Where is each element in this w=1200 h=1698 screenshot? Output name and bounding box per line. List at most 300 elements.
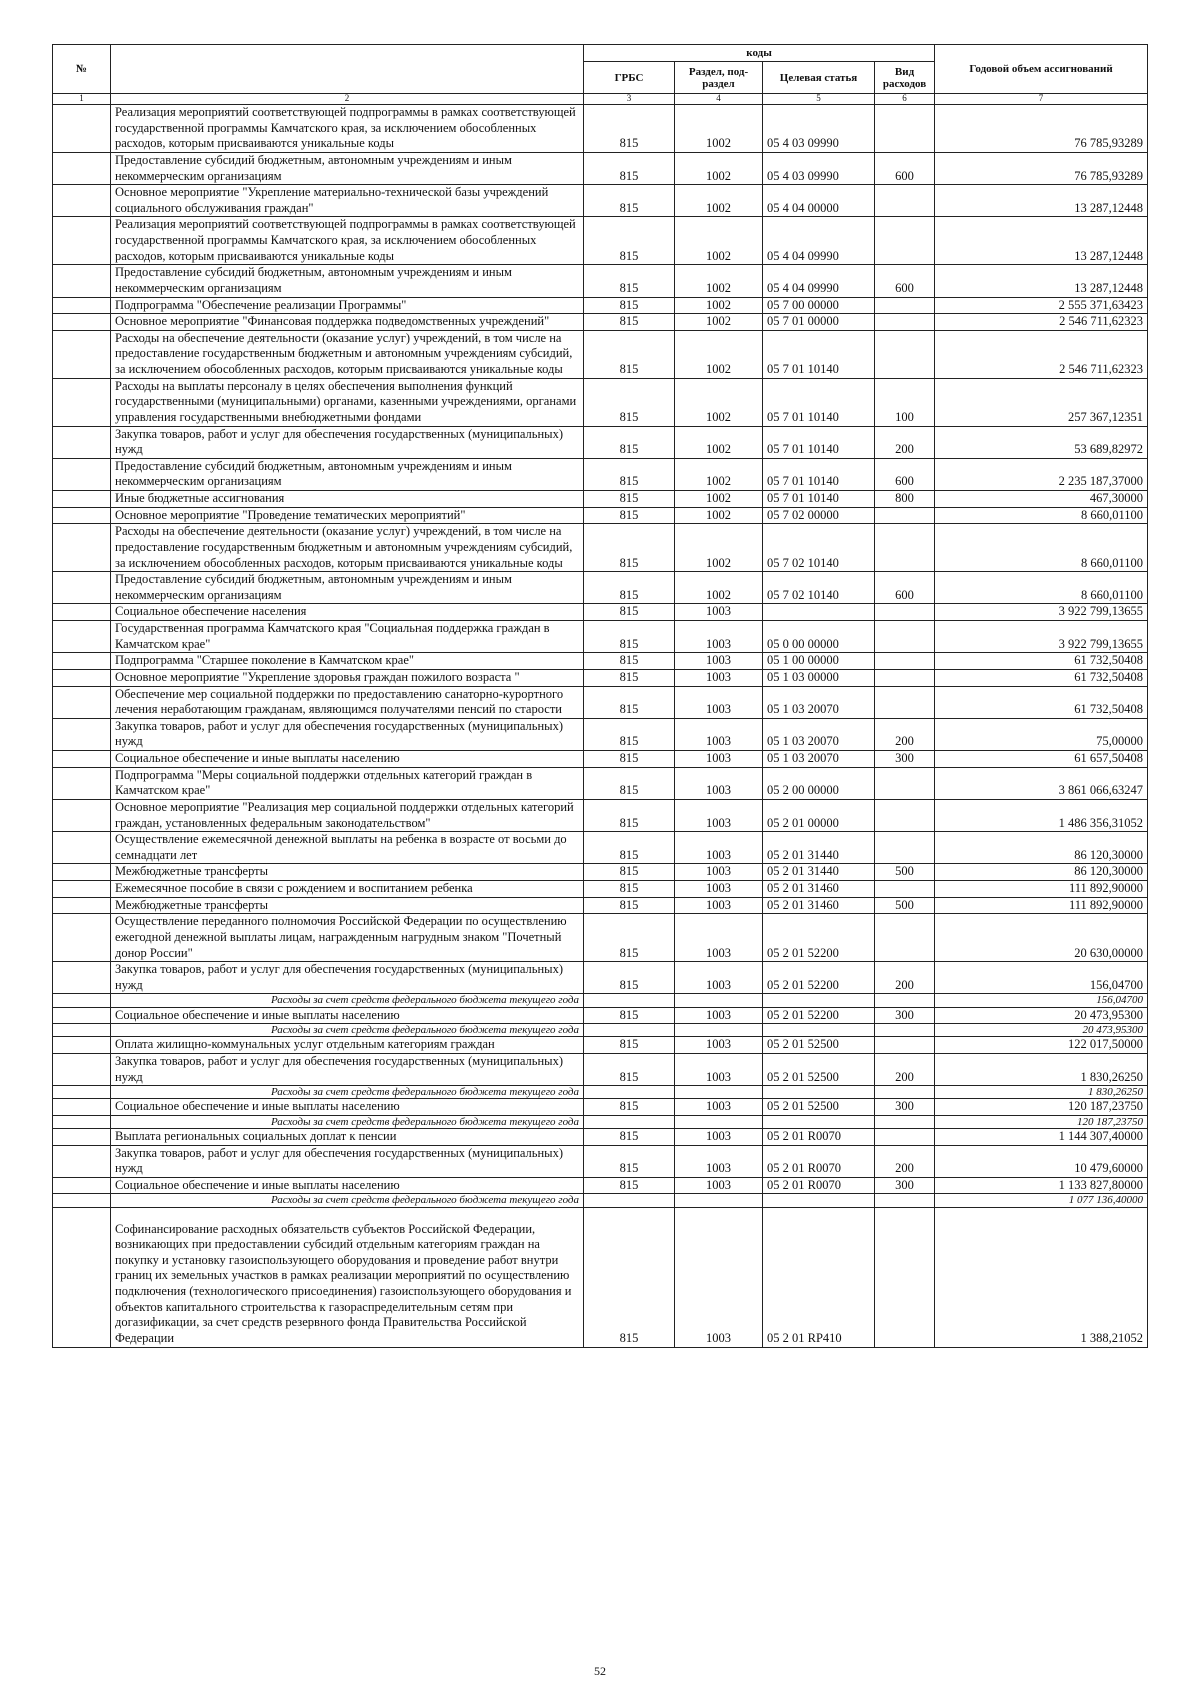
- row-expense-type-cell: [875, 507, 935, 524]
- row-grbs-cell: 815: [584, 1177, 675, 1194]
- row-razdel-cell: 1002: [675, 265, 763, 297]
- row-grbs-cell: 815: [584, 962, 675, 994]
- row-razdel-cell: 1002: [675, 152, 763, 184]
- row-expense-type-cell: [875, 1128, 935, 1145]
- row-target-article-cell: 05 1 03 00000: [763, 669, 875, 686]
- header-grbs: ГРБС: [584, 62, 675, 94]
- row-expense-type-cell: 800: [875, 491, 935, 508]
- row-amount-cell: 53 689,82972: [935, 426, 1148, 458]
- row-amount-cell: 2 546 711,62323: [935, 330, 1148, 378]
- row-expense-type-cell: 300: [875, 1007, 935, 1024]
- row-amount-cell: 257 367,12351: [935, 378, 1148, 426]
- row-target-article-cell: 05 7 01 00000: [763, 314, 875, 331]
- row-number-cell: [53, 1024, 111, 1037]
- row-amount-cell: 20 473,95300: [935, 1007, 1148, 1024]
- row-expense-type-cell: [875, 524, 935, 572]
- row-expense-type-cell: [875, 669, 935, 686]
- row-grbs-cell: 815: [584, 864, 675, 881]
- header-name: [111, 45, 584, 94]
- row-expense-type-cell: 200: [875, 1145, 935, 1177]
- row-razdel-cell: 1002: [675, 524, 763, 572]
- row-target-article-cell: 05 1 00 00000: [763, 653, 875, 670]
- row-amount-cell: 8 660,01100: [935, 572, 1148, 604]
- row-target-article-cell: [763, 604, 875, 621]
- row-number-cell: [53, 1099, 111, 1116]
- table-row: [53, 105, 1148, 153]
- row-grbs-cell: 815: [584, 604, 675, 621]
- row-razdel-cell: 1003: [675, 1207, 763, 1347]
- row-expense-type-cell: [875, 799, 935, 831]
- row-amount-cell: 3 861 066,63247: [935, 767, 1148, 799]
- column-numbers-row: [53, 94, 1148, 105]
- row-expense-type-cell: 600: [875, 265, 935, 297]
- row-target-article-cell: 05 1 03 20070: [763, 686, 875, 718]
- row-name-cell: Осуществление переданного полномочия Российской Федерации по осуществлению ежегодной денежной выплаты лицам, награжденным нагрудным знаком "Почетный донор России": [111, 914, 584, 962]
- row-grbs-cell: 815: [584, 1128, 675, 1145]
- row-razdel-cell: 1003: [675, 1053, 763, 1085]
- row-razdel-cell: 1003: [675, 1037, 763, 1054]
- row-target-article-cell: 05 1 03 20070: [763, 751, 875, 768]
- row-amount-cell: 76 785,93289: [935, 105, 1148, 153]
- row-expense-type-cell: [875, 994, 935, 1007]
- row-number-cell: [53, 426, 111, 458]
- table-row: [53, 604, 1148, 621]
- row-grbs-cell: 815: [584, 669, 675, 686]
- row-name-cell: Подпрограмма "Меры социальной поддержки отдельных категорий граждан в Камчатском крае": [111, 767, 584, 799]
- table-row: [53, 799, 1148, 831]
- row-razdel-cell: 1003: [675, 1128, 763, 1145]
- row-expense-type-cell: [875, 330, 935, 378]
- row-name-cell: Закупка товаров, работ и услуг для обеспечения государственных (муниципальных) нужд: [111, 718, 584, 750]
- row-grbs-cell: 815: [584, 1099, 675, 1116]
- row-name-cell: Социальное обеспечение населения: [111, 604, 584, 621]
- row-expense-type-cell: [875, 185, 935, 217]
- table-row: [53, 491, 1148, 508]
- table-row: [53, 718, 1148, 750]
- row-amount-cell: 86 120,30000: [935, 832, 1148, 864]
- row-number-cell: [53, 1115, 111, 1128]
- row-name-cell: Закупка товаров, работ и услуг для обеспечения государственных (муниципальных) нужд: [111, 962, 584, 994]
- row-number-cell: [53, 1007, 111, 1024]
- row-razdel-cell: 1002: [675, 426, 763, 458]
- row-target-article-cell: 05 7 01 10140: [763, 458, 875, 490]
- row-amount-cell: 2 555 371,63423: [935, 297, 1148, 314]
- row-number-cell: [53, 297, 111, 314]
- row-amount-cell: 3 922 799,13655: [935, 621, 1148, 653]
- row-grbs-cell: 815: [584, 491, 675, 508]
- table-header: [53, 45, 1148, 105]
- table-row: [53, 832, 1148, 864]
- row-amount-cell: 13 287,12448: [935, 217, 1148, 265]
- row-expense-type-cell: [875, 621, 935, 653]
- row-amount-cell: 20 473,95300: [935, 1024, 1148, 1037]
- table-row: [53, 1053, 1148, 1085]
- row-name-cell: Социальное обеспечение и иные выплаты населению: [111, 751, 584, 768]
- row-expense-type-cell: [875, 767, 935, 799]
- row-grbs-cell: 815: [584, 881, 675, 898]
- table-row: [53, 669, 1148, 686]
- row-target-article-cell: 05 7 02 10140: [763, 524, 875, 572]
- row-target-article-cell: 05 2 01 31440: [763, 832, 875, 864]
- table-row: [53, 897, 1148, 914]
- row-razdel-cell: [675, 994, 763, 1007]
- row-razdel-cell: 1002: [675, 217, 763, 265]
- row-number-cell: [53, 799, 111, 831]
- row-grbs-cell: 815: [584, 832, 675, 864]
- row-razdel-cell: 1002: [675, 185, 763, 217]
- row-number-cell: [53, 864, 111, 881]
- column-number: 6: [875, 94, 935, 105]
- row-razdel-cell: 1003: [675, 686, 763, 718]
- row-razdel-cell: 1003: [675, 962, 763, 994]
- row-name-cell: Предоставление субсидий бюджетным, автономным учреждениям и иным некоммерческим организациям: [111, 265, 584, 297]
- row-name-cell: Расходы за счет средств федерального бюджета текущего года: [111, 1194, 584, 1207]
- table-row: [53, 767, 1148, 799]
- row-expense-type-cell: [875, 686, 935, 718]
- row-target-article-cell: 05 7 01 10140: [763, 426, 875, 458]
- row-number-cell: [53, 897, 111, 914]
- row-target-article-cell: [763, 994, 875, 1007]
- row-expense-type-cell: 200: [875, 426, 935, 458]
- row-number-cell: [53, 572, 111, 604]
- row-razdel-cell: 1003: [675, 718, 763, 750]
- row-number-cell: [53, 1128, 111, 1145]
- row-amount-cell: 120 187,23750: [935, 1099, 1148, 1116]
- row-number-cell: [53, 1207, 111, 1347]
- row-amount-cell: 2 235 187,37000: [935, 458, 1148, 490]
- header-target-article: Целевая статья: [763, 62, 875, 94]
- row-razdel-cell: 1003: [675, 1007, 763, 1024]
- row-name-cell: Расходы на обеспечение деятельности (оказание услуг) учреждений, в том числе на предоставление государственным бюджетным и автономным учреждениям субсидий, за исключением обособленных расходов, которым присваиваются уникальные коды: [111, 330, 584, 378]
- row-name-cell: Основное мероприятие "Укрепление материально-технической базы учреждений социального обслуживания граждан": [111, 185, 584, 217]
- row-target-article-cell: 05 7 02 10140: [763, 572, 875, 604]
- row-grbs-cell: 815: [584, 105, 675, 153]
- header-amount: Годовой объем ассигнований: [935, 45, 1148, 94]
- row-razdel-cell: [675, 1086, 763, 1099]
- row-razdel-cell: 1003: [675, 1145, 763, 1177]
- column-number: 7: [935, 94, 1148, 105]
- row-grbs-cell: [584, 1115, 675, 1128]
- row-target-article-cell: 05 7 00 00000: [763, 297, 875, 314]
- row-name-cell: Межбюджетные трансферты: [111, 864, 584, 881]
- row-expense-type-cell: 100: [875, 378, 935, 426]
- row-number-cell: [53, 604, 111, 621]
- row-amount-cell: 156,04700: [935, 962, 1148, 994]
- row-grbs-cell: 815: [584, 767, 675, 799]
- table-row: [53, 426, 1148, 458]
- row-grbs-cell: 815: [584, 1145, 675, 1177]
- row-number-cell: [53, 621, 111, 653]
- row-amount-cell: 1 144 307,40000: [935, 1128, 1148, 1145]
- table-row: [53, 152, 1148, 184]
- row-razdel-cell: 1003: [675, 881, 763, 898]
- row-razdel-cell: [675, 1194, 763, 1207]
- row-amount-cell: 1 830,26250: [935, 1053, 1148, 1085]
- row-expense-type-cell: [875, 105, 935, 153]
- table-row: [53, 314, 1148, 331]
- row-amount-cell: 61 732,50408: [935, 653, 1148, 670]
- row-target-article-cell: [763, 1115, 875, 1128]
- row-number-cell: [53, 767, 111, 799]
- row-number-cell: [53, 718, 111, 750]
- row-grbs-cell: 815: [584, 378, 675, 426]
- row-target-article-cell: 05 2 01 R0070: [763, 1128, 875, 1145]
- row-amount-cell: 1 486 356,31052: [935, 799, 1148, 831]
- row-number-cell: [53, 914, 111, 962]
- row-grbs-cell: 815: [584, 330, 675, 378]
- row-target-article-cell: 05 2 00 00000: [763, 767, 875, 799]
- row-number-cell: [53, 1145, 111, 1177]
- federal-budget-note-row: [53, 994, 1148, 1007]
- row-number-cell: [53, 152, 111, 184]
- row-name-cell: Реализация мероприятий соответствующей подпрограммы в рамках соответствующей государственной программы Камчатского края, за исключением обособленных расходов, которым присваиваются уникальные коды: [111, 217, 584, 265]
- row-number-cell: [53, 491, 111, 508]
- header-num: №: [53, 45, 111, 94]
- row-number-cell: [53, 1086, 111, 1099]
- row-expense-type-cell: 500: [875, 864, 935, 881]
- row-amount-cell: 20 630,00000: [935, 914, 1148, 962]
- row-number-cell: [53, 185, 111, 217]
- row-target-article-cell: 05 2 01 52200: [763, 914, 875, 962]
- row-expense-type-cell: 300: [875, 1177, 935, 1194]
- row-amount-cell: 10 479,60000: [935, 1145, 1148, 1177]
- row-razdel-cell: [675, 1024, 763, 1037]
- row-expense-type-cell: [875, 1207, 935, 1347]
- row-number-cell: [53, 1177, 111, 1194]
- row-grbs-cell: 815: [584, 751, 675, 768]
- row-name-cell: Предоставление субсидий бюджетным, автономным учреждениям и иным некоммерческим организациям: [111, 152, 584, 184]
- row-name-cell: Расходы за счет средств федерального бюджета текущего года: [111, 994, 584, 1007]
- row-razdel-cell: 1003: [675, 669, 763, 686]
- row-name-cell: Основное мероприятие "Укрепление здоровья граждан пожилого возраста ": [111, 669, 584, 686]
- column-number: 1: [53, 94, 111, 105]
- table-row: [53, 572, 1148, 604]
- row-name-cell: Государственная программа Камчатского края "Социальная поддержка граждан в Камчатском крае": [111, 621, 584, 653]
- row-target-article-cell: 05 4 04 09990: [763, 265, 875, 297]
- row-amount-cell: 156,04700: [935, 994, 1148, 1007]
- table-row: [53, 378, 1148, 426]
- table-row: [53, 1207, 1148, 1347]
- row-target-article-cell: 05 0 00 00000: [763, 621, 875, 653]
- row-target-article-cell: [763, 1194, 875, 1207]
- row-razdel-cell: 1003: [675, 864, 763, 881]
- table-row: [53, 653, 1148, 670]
- federal-budget-note-row: [53, 1086, 1148, 1099]
- row-grbs-cell: 815: [584, 653, 675, 670]
- table-row: [53, 265, 1148, 297]
- row-grbs-cell: 815: [584, 314, 675, 331]
- row-name-cell: Софинансирование расходных обязательств субъектов Российской Федерации, возникающих при предоставлении субсидий отдельным категориям граждан на покупку и установку газоиспользующего оборудования и проведение работ внутри границ их земельных участков в рамках реализации мероприятий по осуществлению подключения (технологического присоединения) газоиспользующего оборудования и объектов капитального строительства к газораспределительным сетям при догазификации, за счет средств резервного фонда Правительства Российской Федерации: [111, 1207, 584, 1347]
- row-target-article-cell: 05 2 01 52500: [763, 1053, 875, 1085]
- table-body: [53, 105, 1148, 1347]
- table-row: [53, 1099, 1148, 1116]
- row-razdel-cell: 1003: [675, 1177, 763, 1194]
- row-expense-type-cell: [875, 1086, 935, 1099]
- row-expense-type-cell: [875, 314, 935, 331]
- row-grbs-cell: [584, 1024, 675, 1037]
- header-codes: коды: [584, 45, 935, 62]
- row-expense-type-cell: [875, 832, 935, 864]
- federal-budget-note-row: [53, 1194, 1148, 1207]
- row-grbs-cell: 815: [584, 686, 675, 718]
- row-amount-cell: 13 287,12448: [935, 265, 1148, 297]
- row-grbs-cell: 815: [584, 572, 675, 604]
- row-amount-cell: 76 785,93289: [935, 152, 1148, 184]
- table-row: [53, 1037, 1148, 1054]
- row-amount-cell: 13 287,12448: [935, 185, 1148, 217]
- header-razdel: Раздел, под-раздел: [675, 62, 763, 94]
- row-expense-type-cell: [875, 653, 935, 670]
- row-number-cell: [53, 458, 111, 490]
- row-name-cell: Основное мероприятие "Реализация мер социальной поддержки отдельных категорий граждан, установленных федеральным законодательством": [111, 799, 584, 831]
- row-name-cell: Реализация мероприятий соответствующей подпрограммы в рамках соответствующей государственной программы Камчатского края, за исключением обособленных расходов, которым присваиваются уникальные коды: [111, 105, 584, 153]
- row-name-cell: Социальное обеспечение и иные выплаты населению: [111, 1177, 584, 1194]
- table-row: [53, 185, 1148, 217]
- row-number-cell: [53, 1053, 111, 1085]
- row-number-cell: [53, 314, 111, 331]
- row-target-article-cell: 05 2 01 RP410: [763, 1207, 875, 1347]
- row-expense-type-cell: [875, 604, 935, 621]
- row-amount-cell: 1 388,21052: [935, 1207, 1148, 1347]
- row-number-cell: [53, 832, 111, 864]
- row-number-cell: [53, 994, 111, 1007]
- row-name-cell: Расходы на выплаты персоналу в целях обеспечения выполнения функций государственными (муниципальными) органами, казенными учреждениями, органами управления государственными внебюджетными фондами: [111, 378, 584, 426]
- row-expense-type-cell: 300: [875, 751, 935, 768]
- column-number: 5: [763, 94, 875, 105]
- row-razdel-cell: 1002: [675, 572, 763, 604]
- row-amount-cell: 75,00000: [935, 718, 1148, 750]
- row-razdel-cell: 1002: [675, 378, 763, 426]
- row-expense-type-cell: 300: [875, 1099, 935, 1116]
- row-grbs-cell: 815: [584, 1037, 675, 1054]
- row-number-cell: [53, 1037, 111, 1054]
- row-expense-type-cell: 600: [875, 572, 935, 604]
- row-razdel-cell: 1002: [675, 105, 763, 153]
- row-razdel-cell: 1003: [675, 604, 763, 621]
- row-razdel-cell: 1003: [675, 653, 763, 670]
- row-name-cell: Подпрограмма "Обеспечение реализации Программы": [111, 297, 584, 314]
- row-name-cell: Закупка товаров, работ и услуг для обеспечения государственных (муниципальных) нужд: [111, 1145, 584, 1177]
- row-expense-type-cell: [875, 881, 935, 898]
- row-name-cell: Иные бюджетные ассигнования: [111, 491, 584, 508]
- row-expense-type-cell: [875, 1194, 935, 1207]
- table-row: [53, 1177, 1148, 1194]
- column-number: 4: [675, 94, 763, 105]
- row-name-cell: Расходы за счет средств федерального бюджета текущего года: [111, 1115, 584, 1128]
- row-target-article-cell: 05 2 01 52200: [763, 1007, 875, 1024]
- table-row: [53, 458, 1148, 490]
- row-amount-cell: 61 657,50408: [935, 751, 1148, 768]
- row-name-cell: Основное мероприятие "Финансовая поддержка подведомственных учреждений": [111, 314, 584, 331]
- row-grbs-cell: [584, 994, 675, 1007]
- row-target-article-cell: 05 2 01 R0070: [763, 1145, 875, 1177]
- row-expense-type-cell: 500: [875, 897, 935, 914]
- row-number-cell: [53, 507, 111, 524]
- row-razdel-cell: 1003: [675, 897, 763, 914]
- row-target-article-cell: 05 2 01 31460: [763, 897, 875, 914]
- row-amount-cell: 61 732,50408: [935, 686, 1148, 718]
- table-row: [53, 881, 1148, 898]
- row-name-cell: Расходы за счет средств федерального бюджета текущего года: [111, 1086, 584, 1099]
- row-razdel-cell: 1003: [675, 621, 763, 653]
- table-row: [53, 962, 1148, 994]
- row-expense-type-cell: [875, 914, 935, 962]
- row-target-article-cell: 05 2 01 00000: [763, 799, 875, 831]
- row-number-cell: [53, 330, 111, 378]
- row-expense-type-cell: [875, 1037, 935, 1054]
- row-name-cell: Осуществление ежемесячной денежной выплаты на ребенка в возрасте от восьми до семнадцати лет: [111, 832, 584, 864]
- row-number-cell: [53, 669, 111, 686]
- row-grbs-cell: 815: [584, 297, 675, 314]
- header-expense-type: Вид расходов: [875, 62, 935, 94]
- row-number-cell: [53, 1194, 111, 1207]
- federal-budget-note-row: [53, 1115, 1148, 1128]
- table-row: [53, 864, 1148, 881]
- table-row: [53, 1145, 1148, 1177]
- row-amount-cell: 86 120,30000: [935, 864, 1148, 881]
- row-expense-type-cell: 600: [875, 152, 935, 184]
- row-target-article-cell: 05 4 04 00000: [763, 185, 875, 217]
- row-razdel-cell: 1003: [675, 751, 763, 768]
- federal-budget-note-row: [53, 1024, 1148, 1037]
- row-target-article-cell: 05 7 01 10140: [763, 330, 875, 378]
- row-amount-cell: 1 133 827,80000: [935, 1177, 1148, 1194]
- row-number-cell: [53, 265, 111, 297]
- table-row: [53, 1007, 1148, 1024]
- row-grbs-cell: 815: [584, 458, 675, 490]
- row-name-cell: Социальное обеспечение и иные выплаты населению: [111, 1099, 584, 1116]
- row-amount-cell: 111 892,90000: [935, 897, 1148, 914]
- table-row: [53, 914, 1148, 962]
- row-razdel-cell: [675, 1115, 763, 1128]
- row-name-cell: Закупка товаров, работ и услуг для обеспечения государственных (муниципальных) нужд: [111, 1053, 584, 1085]
- table-row: [53, 686, 1148, 718]
- row-number-cell: [53, 105, 111, 153]
- row-name-cell: Расходы на обеспечение деятельности (оказание услуг) учреждений, в том числе на предоставление государственным бюджетным и автономным учреждениям субсидий, за исключением обособленных расходов, которым присваиваются уникальные коды: [111, 524, 584, 572]
- row-number-cell: [53, 653, 111, 670]
- row-name-cell: Основное мероприятие "Проведение тематических мероприятий": [111, 507, 584, 524]
- table-row: [53, 507, 1148, 524]
- row-name-cell: Обеспечение мер социальной поддержки по предоставлению санаторно-курортного лечения неработающим гражданам, являющимся получателями пенсий по старости: [111, 686, 584, 718]
- row-grbs-cell: 815: [584, 621, 675, 653]
- row-grbs-cell: 815: [584, 1207, 675, 1347]
- row-razdel-cell: 1002: [675, 458, 763, 490]
- row-amount-cell: 8 660,01100: [935, 507, 1148, 524]
- row-target-article-cell: 05 2 01 52500: [763, 1099, 875, 1116]
- row-grbs-cell: 815: [584, 914, 675, 962]
- row-razdel-cell: 1003: [675, 767, 763, 799]
- row-amount-cell: 122 017,50000: [935, 1037, 1148, 1054]
- row-name-cell: Межбюджетные трансферты: [111, 897, 584, 914]
- row-amount-cell: 1 077 136,40000: [935, 1194, 1148, 1207]
- row-grbs-cell: 815: [584, 426, 675, 458]
- table-row: [53, 330, 1148, 378]
- row-razdel-cell: 1002: [675, 297, 763, 314]
- row-number-cell: [53, 378, 111, 426]
- row-grbs-cell: 815: [584, 507, 675, 524]
- page-number: 52: [594, 1664, 606, 1678]
- row-name-cell: Оплата жилищно-коммунальных услуг отдельным категориям граждан: [111, 1037, 584, 1054]
- row-name-cell: Подпрограмма "Старшее поколение в Камчатском крае": [111, 653, 584, 670]
- row-grbs-cell: 815: [584, 1053, 675, 1085]
- row-grbs-cell: 815: [584, 1007, 675, 1024]
- row-name-cell: Социальное обеспечение и иные выплаты населению: [111, 1007, 584, 1024]
- row-grbs-cell: 815: [584, 217, 675, 265]
- row-amount-cell: 61 732,50408: [935, 669, 1148, 686]
- row-grbs-cell: 815: [584, 152, 675, 184]
- row-amount-cell: 467,30000: [935, 491, 1148, 508]
- row-name-cell: Ежемесячное пособие в связи с рождением и воспитанием ребенка: [111, 881, 584, 898]
